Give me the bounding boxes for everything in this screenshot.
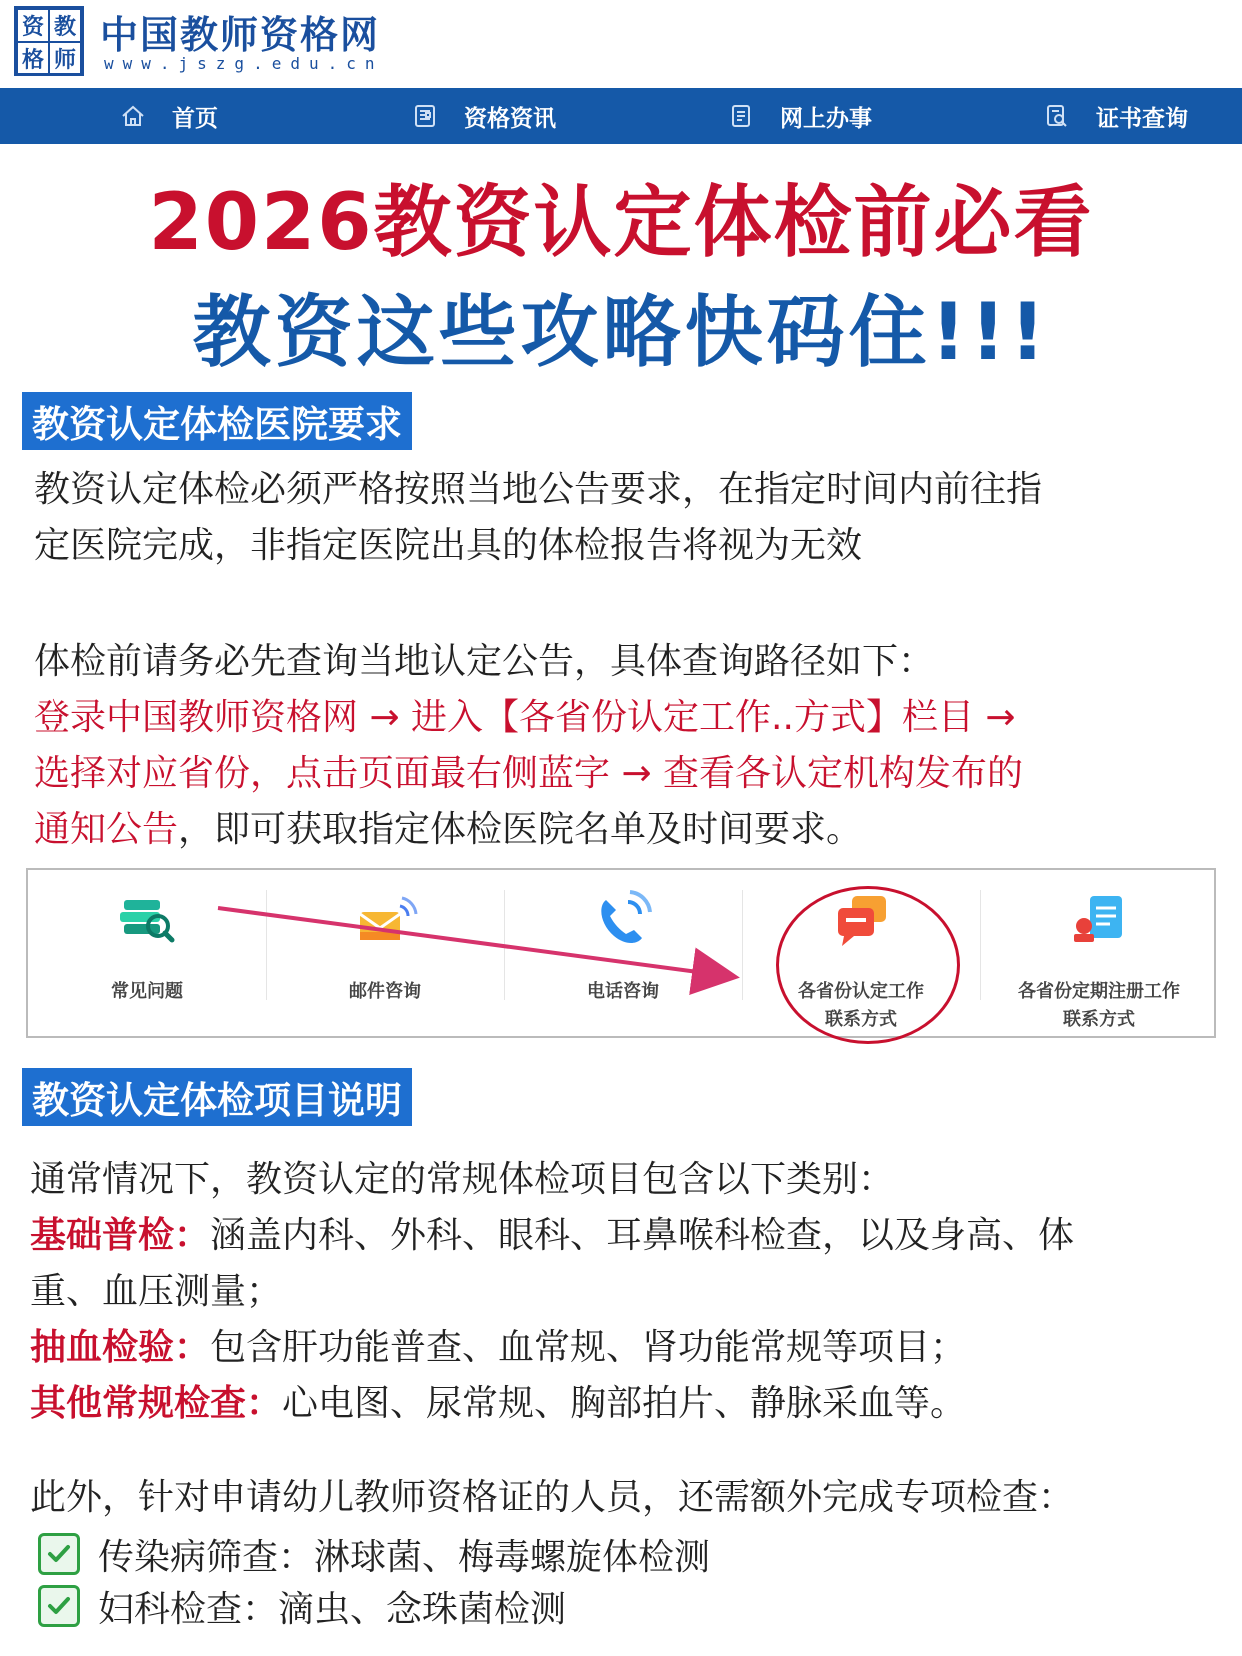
mail-signal-icon [350, 890, 420, 952]
check-item-text: 传染病筛查：淋球菌、梅毒螺旋体检测 [98, 1536, 711, 1578]
nav-item-label: 网上办事 [780, 105, 872, 132]
phone-icon [588, 890, 658, 952]
exam-item-label: 其他常规检查： [30, 1383, 283, 1424]
paragraph-extra-checks [30, 1470, 1220, 1526]
logo-char: 格 [17, 42, 49, 75]
text-line: 通常情况下，教资认定的常规体检项目包含以下类别： [30, 1159, 895, 1200]
exam-item-basic [30, 1208, 1220, 1264]
main-title-line2: 教资这些攻略快码住!!! [192, 288, 1050, 378]
exam-item-other [30, 1376, 1220, 1432]
document-icon [726, 101, 756, 131]
nav-item-online-services[interactable] [726, 88, 872, 144]
logo-char: 资 [17, 9, 49, 42]
tile-label-line: 联系方式 [825, 1009, 897, 1030]
books-search-icon [112, 890, 182, 952]
tile-faq[interactable] [28, 870, 266, 1036]
text-line: 体检前请务必先查询当地认定公告，具体查询路径如下： [34, 641, 935, 682]
site-header [0, 0, 1242, 88]
site-logo[interactable] [14, 6, 84, 76]
exam-item-label: 基础普检： [30, 1215, 211, 1256]
home-icon [118, 101, 148, 131]
tile-label: 常见问题 [111, 981, 183, 1002]
paragraph-query-path [34, 634, 1224, 858]
contact-options-screenshot [26, 868, 1216, 1038]
exam-item-label: 抽血检验： [30, 1327, 211, 1368]
site-name[interactable]: 中国教师资格网 [100, 12, 381, 57]
text-line: 此外，针对申请幼儿教师资格证的人员，还需额外完成专项检查： [30, 1477, 1075, 1518]
check-item [38, 1580, 566, 1632]
tile-label [980, 978, 1218, 1034]
text-line [34, 802, 1224, 858]
logo-char: 教 [49, 9, 81, 42]
checkmark-icon [38, 1533, 80, 1575]
nav-item-label: 首页 [172, 105, 218, 132]
query-path-step: 登录中国教师资格网 → 进入【各省份认定工作..方式】栏目 → [34, 697, 1016, 738]
main-nav [0, 88, 1242, 144]
paragraph-hospital-rule [34, 462, 1224, 574]
tile-province-registration-contacts[interactable] [980, 870, 1218, 1036]
nav-item-news[interactable] [410, 88, 556, 144]
tile-phone-consult[interactable] [504, 870, 742, 1036]
site-url: www.jszg.edu.cn [104, 54, 384, 73]
tile-email-consult[interactable] [266, 870, 504, 1036]
nav-item-home[interactable] [118, 88, 218, 144]
main-title-line1: 2026教资认定体检前必看 [148, 178, 1094, 268]
checkmark-icon [38, 1585, 80, 1627]
section-heading-exam-items: 教资认定体检项目说明 [22, 1068, 412, 1126]
tile-label: 邮件咨询 [349, 981, 421, 1002]
exam-item-text: 包含肝功能普查、血常规、肾功能常规等项目； [210, 1327, 967, 1368]
nav-item-label: 证书查询 [1096, 105, 1188, 132]
nav-item-label: 资格资讯 [464, 105, 556, 132]
exam-item-text: 心电图、尿常规、胸部拍片、静脉采血等。 [282, 1383, 967, 1424]
tile-label-line: 联系方式 [1063, 1009, 1135, 1030]
check-item [38, 1528, 710, 1580]
section-heading-hospital-requirements: 教资认定体检医院要求 [22, 392, 412, 450]
text-line: 教资认定体检必须严格按照当地公告要求，在指定时间内前往指 [34, 469, 1043, 510]
text-line: 重、血压测量； [30, 1271, 283, 1312]
query-path-step: 通知公告 [34, 809, 179, 850]
text-line: 定医院完成，非指定医院出具的体检报告将视为无效 [34, 525, 863, 566]
newspaper-icon [410, 101, 440, 131]
paragraph-exam-items [30, 1152, 1220, 1432]
stamp-document-icon [1064, 890, 1134, 952]
query-path-step: 选择对应省份，点击页面最右侧蓝字 → 查看各认定机构发布的 [34, 753, 1024, 794]
nav-item-certificate-query[interactable] [1042, 88, 1188, 144]
text-fragment: ，即可获取指定体检医院名单及时间要求。 [178, 809, 863, 850]
search-document-icon [1042, 101, 1072, 131]
tile-label-line: 各省份定期注册工作 [1018, 981, 1180, 1002]
highlight-circle [776, 886, 960, 1044]
exam-item-text: 涵盖内科、外科、眼科、耳鼻喉科检查，以及身高、体 [210, 1215, 1075, 1256]
tile-label-line: 各省份认定工作 [798, 981, 924, 1002]
logo-char: 师 [49, 42, 81, 75]
tile-label: 电话咨询 [587, 981, 659, 1002]
check-item-text: 妇科检查：滴虫、念珠菌检测 [98, 1588, 567, 1630]
exam-item-blood [30, 1320, 1220, 1376]
